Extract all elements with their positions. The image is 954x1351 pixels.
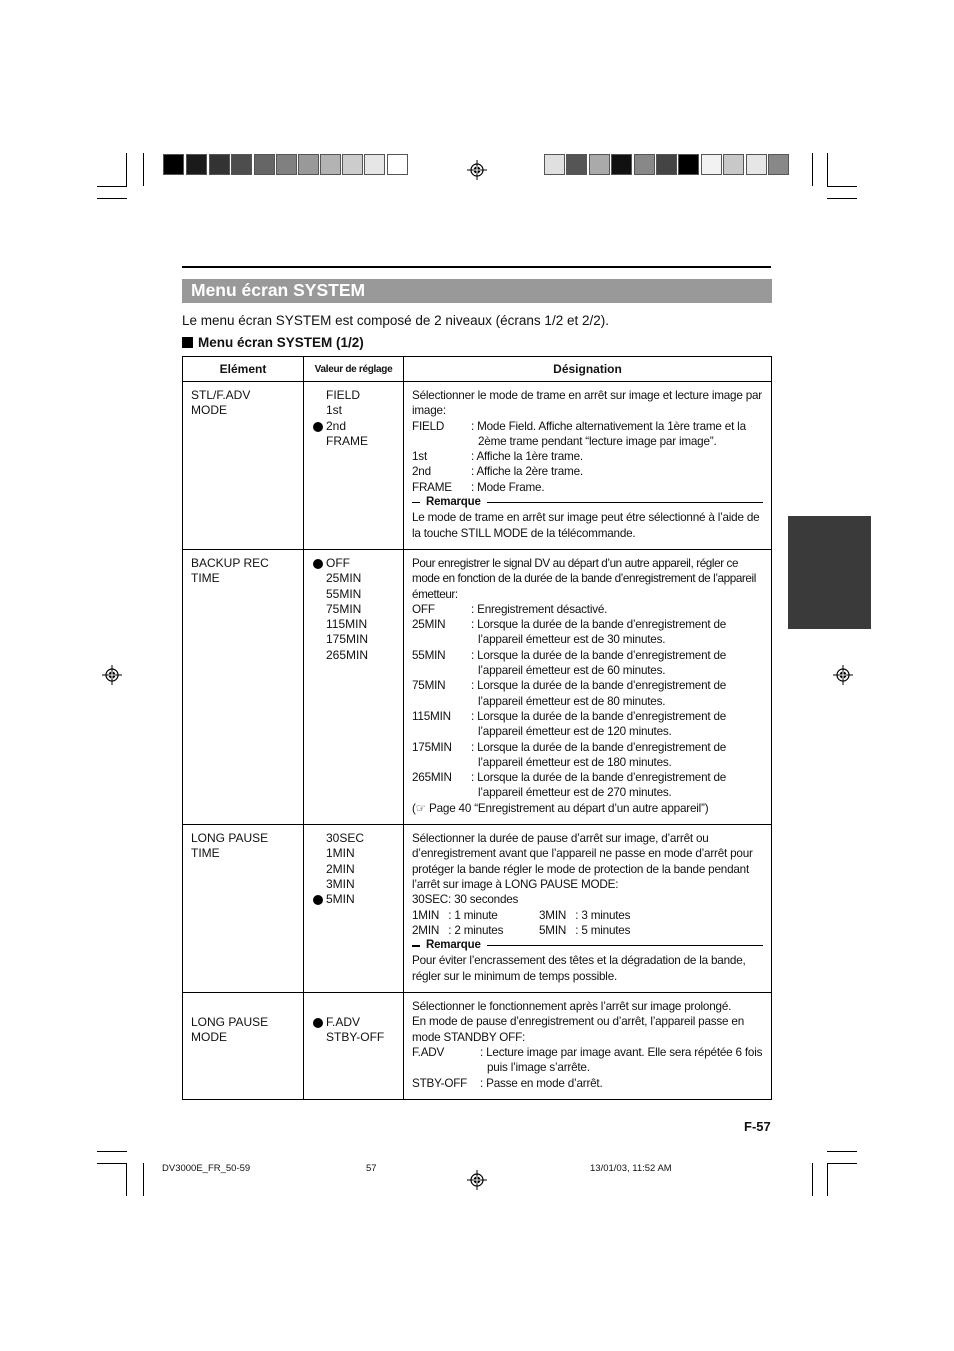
table-header-row bbox=[183, 357, 772, 382]
definition-key: 55MIN bbox=[412, 648, 446, 662]
definition-value: : Lorsque la durée de la bande d’enregistrement de l’appareil émetteur est de 80 minutes. bbox=[471, 679, 727, 708]
page-number: F-57 bbox=[744, 1119, 771, 1134]
definition-value: : Passe en mode d’arrêt. bbox=[480, 1076, 603, 1090]
top-rule bbox=[182, 266, 771, 268]
definition-key: 25MIN bbox=[412, 618, 446, 632]
registration-mark-icon bbox=[467, 160, 487, 180]
table-row bbox=[183, 825, 772, 993]
definition-key: 265MIN bbox=[412, 771, 452, 785]
definition-value: : Lorsque la durée de la bande d’enregistrement de l’appareil émetteur est de 120 minutes. bbox=[471, 709, 727, 739]
definition-value: : Lecture image par image avant. Elle sera répétée 6 fois puis l’image s’arrête. bbox=[480, 1045, 763, 1075]
value-cell bbox=[304, 993, 404, 1100]
footer-timestamp: 13/01/03, 11:52 AM bbox=[590, 1163, 672, 1174]
footer-file-name: DV3000E_FR_50-59 bbox=[162, 1163, 251, 1174]
option-value-selected: OFF bbox=[313, 556, 403, 571]
remark-label: Remarque bbox=[426, 496, 481, 509]
option-value: 75MIN bbox=[326, 601, 362, 616]
definition-key: 175MIN bbox=[412, 740, 452, 754]
option-value: 115MIN bbox=[326, 617, 368, 632]
definition bbox=[412, 617, 763, 648]
option-value: STBY-OFF bbox=[326, 1030, 385, 1045]
element-cell bbox=[183, 382, 304, 550]
header-element: Elément bbox=[183, 357, 304, 382]
designation-cell bbox=[404, 993, 772, 1100]
option-value-selected: F.ADV bbox=[313, 1015, 403, 1030]
dash-icon bbox=[412, 945, 420, 947]
definition bbox=[412, 464, 763, 479]
definition-key: OFF bbox=[412, 602, 435, 616]
remark-heading bbox=[412, 938, 763, 953]
option-value: FRAME bbox=[326, 433, 368, 448]
option-value-selected: 5MIN bbox=[313, 892, 403, 907]
section-subtitle bbox=[182, 335, 364, 350]
definition: 1MIN : 1 minute bbox=[412, 908, 498, 922]
description: Pour enregistrer le signal DV au départ d’un autre appareil, régler ce mode en fonction de la durée de la bande d’enregistrement de l’appareil émetteur: bbox=[412, 557, 756, 601]
intro-text: Le menu écran SYSTEM est composé de 2 niveaux (écrans 1/2 et 2/2). bbox=[182, 313, 609, 328]
registration-mark-icon bbox=[833, 665, 853, 685]
option-value: 1st bbox=[326, 403, 343, 418]
footer-page: 57 bbox=[366, 1163, 377, 1174]
subtitle-text: Menu écran SYSTEM (1/2) bbox=[198, 335, 364, 350]
page-reference: (☞ Page 40 “Enregistrement au départ d’un autre appareil”) bbox=[412, 801, 709, 815]
definition-key: 115MIN bbox=[412, 709, 451, 723]
description: Sélectionner le mode de trame en arrêt sur image et lecture image par image: bbox=[412, 389, 762, 418]
element-cell bbox=[183, 825, 304, 993]
definition-value: : Mode Field. Affiche alternativement la 1ère trame et la 2ème trame pendant “lecture image par image”. bbox=[471, 419, 746, 448]
remark-text: Pour éviter l’encrassement des têtes et la dégradation de la bande, régler sur le minimum de temps possible. bbox=[412, 954, 746, 983]
option-value-selected: 2nd bbox=[313, 419, 403, 434]
designation-cell bbox=[404, 382, 772, 550]
definition-value: : Lorsque la durée de la bande d’enregistrement de l’appareil émetteur est de 270 minutes. bbox=[471, 771, 727, 800]
option-value: 175MIN bbox=[326, 632, 369, 647]
element-name: LONG PAUSE bbox=[191, 1015, 269, 1030]
element-name: STL/F.ADV bbox=[191, 388, 251, 402]
description: Sélectionner le fonctionnement après l’arrêt sur image prolongé. bbox=[412, 1000, 732, 1014]
dash-icon bbox=[412, 502, 420, 503]
option-value: 3MIN bbox=[326, 876, 355, 891]
definition bbox=[412, 480, 763, 495]
element-name: BACKUP REC bbox=[191, 556, 269, 570]
definition bbox=[412, 770, 763, 801]
option-value: 30SEC bbox=[326, 831, 365, 846]
definition-value: : Mode Frame. bbox=[471, 480, 545, 494]
definition bbox=[412, 678, 763, 709]
table-row bbox=[183, 550, 772, 825]
definition-key: 75MIN bbox=[412, 679, 446, 693]
definition bbox=[412, 648, 763, 679]
designation-cell bbox=[404, 825, 772, 993]
definition bbox=[412, 1076, 763, 1091]
remark-label: Remarque bbox=[426, 939, 481, 952]
definition-value: : Lorsque la durée de la bande d’enregistrement de l’appareil émetteur est de 60 minutes. bbox=[471, 648, 727, 678]
definition-key: 1st bbox=[412, 450, 427, 464]
designation-cell bbox=[404, 550, 772, 825]
definition-key: F.ADV bbox=[412, 1045, 445, 1059]
description: En mode de pause d’enregistrement ou d’arrêt, l’appareil passe en mode STANDBY OFF: bbox=[412, 1015, 744, 1044]
table-row bbox=[183, 382, 772, 550]
definition: 2MIN : 2 minutes bbox=[412, 923, 504, 937]
option-value: 2MIN bbox=[326, 861, 355, 876]
option-value: 1MIN bbox=[326, 846, 355, 861]
registration-mark-icon bbox=[102, 665, 122, 685]
registration-mark-icon bbox=[467, 1170, 487, 1190]
settings-table bbox=[182, 356, 772, 1100]
element-name: MODE bbox=[191, 403, 227, 418]
element-cell bbox=[183, 550, 304, 825]
option-value: 55MIN bbox=[326, 586, 362, 601]
definition-value: : Lorsque la durée de la bande d’enregistrement de l’appareil émetteur est de 180 minutes. bbox=[471, 740, 727, 769]
option-value: FIELD bbox=[326, 388, 361, 402]
element-name: TIME bbox=[191, 571, 220, 586]
square-bullet-icon bbox=[182, 337, 193, 348]
definition-value: : Affiche la 1ère trame. bbox=[471, 450, 583, 464]
description: Sélectionner la durée de pause d’arrêt sur image, d’arrêt ou d’enregistrement avant que l’appareil ne passe en mode d’arrêt pour protéger la bande régler le mode de protection de la bande pendant l’arrêt sur image à LONG PAUSE MODE: bbox=[412, 832, 753, 891]
definition-value: : Enregistrement désactivé. bbox=[471, 602, 608, 616]
element-cell bbox=[183, 993, 304, 1100]
header-designation: Désignation bbox=[404, 357, 772, 382]
title-bar bbox=[182, 279, 772, 303]
option-value: 25MIN bbox=[326, 571, 362, 586]
definition bbox=[412, 419, 763, 450]
definition bbox=[412, 602, 763, 617]
definition bbox=[412, 709, 763, 740]
definition-value: : Affiche la 2ère trame. bbox=[471, 465, 583, 479]
section-side-tab bbox=[788, 516, 871, 629]
definition bbox=[412, 449, 763, 464]
value-cell bbox=[304, 825, 404, 993]
value-cell bbox=[304, 550, 404, 825]
definition-key: STBY-OFF bbox=[412, 1076, 468, 1090]
definition bbox=[412, 740, 763, 771]
remark-text: Le mode de trame en arrêt sur image peut étre sélectionné à l’aide de la touche STILL MODE de la télécommande. bbox=[412, 511, 760, 540]
definition-key: FIELD bbox=[412, 419, 445, 433]
definition: 30SEC: 30 secondes bbox=[412, 893, 519, 907]
definition-value: : Lorsque la durée de la bande d’enregistrement de l’appareil émetteur est de 30 minutes. bbox=[471, 618, 727, 647]
element-name: TIME bbox=[191, 846, 220, 861]
remark-heading bbox=[412, 495, 763, 510]
header-value: Valeur de réglage bbox=[304, 357, 404, 382]
definition: 3MIN : 3 minutes bbox=[539, 908, 631, 922]
page-title: Menu écran SYSTEM bbox=[191, 280, 366, 300]
element-name: LONG PAUSE bbox=[191, 831, 269, 846]
table-row bbox=[183, 993, 772, 1100]
definition-key: 2nd bbox=[412, 465, 431, 479]
definition-key: FRAME bbox=[412, 480, 452, 494]
option-value: 265MIN bbox=[326, 647, 369, 662]
definition-pair bbox=[412, 923, 763, 938]
definition bbox=[412, 1045, 763, 1076]
definition-pair bbox=[412, 908, 763, 923]
definition: 5MIN : 5 minutes bbox=[539, 923, 631, 937]
value-cell bbox=[304, 382, 404, 550]
element-name: MODE bbox=[191, 1030, 227, 1045]
